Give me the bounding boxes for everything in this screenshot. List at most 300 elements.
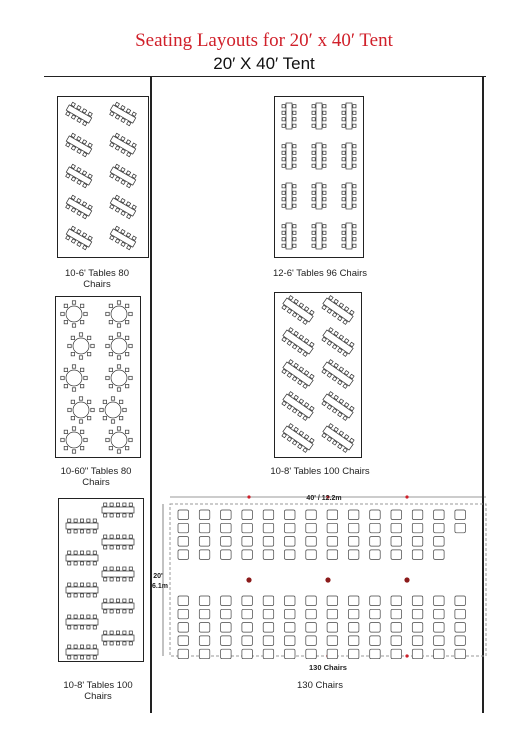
chair xyxy=(178,523,189,533)
table-group xyxy=(102,535,134,549)
chair xyxy=(125,336,128,339)
chair xyxy=(342,158,345,161)
chair xyxy=(353,198,356,201)
chair xyxy=(348,649,359,659)
chair xyxy=(68,615,71,618)
chair xyxy=(68,594,71,597)
chair xyxy=(111,420,114,423)
chair xyxy=(285,510,296,520)
chair xyxy=(412,510,423,520)
table xyxy=(102,571,134,577)
chair xyxy=(312,158,315,161)
table xyxy=(102,635,134,641)
table-group xyxy=(312,183,326,209)
table-group xyxy=(342,223,356,249)
chair xyxy=(93,615,96,618)
chair xyxy=(80,519,83,522)
chair xyxy=(199,649,210,659)
chair xyxy=(116,535,119,538)
chair xyxy=(129,503,132,506)
table xyxy=(102,539,134,545)
chair xyxy=(129,610,132,613)
chair xyxy=(353,204,356,207)
chair xyxy=(68,583,71,586)
chair xyxy=(391,636,402,646)
chair xyxy=(123,546,126,549)
chair xyxy=(61,376,64,379)
chair xyxy=(282,225,285,228)
chair xyxy=(87,352,90,355)
layout-diagram-rect-6ft-diagonal xyxy=(57,96,149,258)
chair xyxy=(242,550,253,560)
chair xyxy=(79,397,82,400)
chair xyxy=(342,151,345,154)
table xyxy=(346,183,352,209)
chair xyxy=(434,596,445,606)
chair xyxy=(199,596,210,606)
chair xyxy=(327,523,338,533)
chair xyxy=(242,537,253,547)
chair xyxy=(312,198,315,201)
table-group xyxy=(321,327,356,358)
chair xyxy=(87,530,90,533)
layout-diagram-theater xyxy=(152,490,492,672)
chair xyxy=(323,198,326,201)
chair xyxy=(323,105,326,108)
chair xyxy=(93,583,96,586)
chair xyxy=(110,642,113,645)
chair xyxy=(125,384,128,387)
table xyxy=(346,143,352,169)
chair xyxy=(100,408,103,411)
chair xyxy=(129,546,132,549)
chair xyxy=(348,636,359,646)
chair xyxy=(109,336,112,339)
chair xyxy=(80,304,83,307)
chair xyxy=(312,111,315,114)
chair xyxy=(455,636,466,646)
chair xyxy=(342,204,345,207)
chair xyxy=(64,430,67,433)
chair xyxy=(87,551,90,554)
chair xyxy=(72,365,75,368)
chair xyxy=(110,546,113,549)
chair xyxy=(353,191,356,194)
chair xyxy=(87,400,90,403)
chair xyxy=(342,185,345,188)
round-table xyxy=(66,432,82,448)
chair xyxy=(327,596,338,606)
chair xyxy=(72,450,75,453)
table-group xyxy=(282,143,296,169)
table-group xyxy=(342,103,356,129)
table-group xyxy=(321,295,356,326)
chair xyxy=(242,596,253,606)
chair xyxy=(370,596,381,606)
chair xyxy=(342,118,345,121)
table-group xyxy=(281,423,316,454)
chair xyxy=(348,537,359,547)
chair xyxy=(293,105,296,108)
table-group xyxy=(281,327,316,358)
chair xyxy=(110,578,113,581)
chair xyxy=(80,320,83,323)
chair xyxy=(104,642,107,645)
chair xyxy=(391,623,402,633)
tent-pole xyxy=(246,577,251,582)
chair xyxy=(285,523,296,533)
chair xyxy=(129,631,132,634)
chair xyxy=(323,158,326,161)
table xyxy=(316,223,322,249)
chair xyxy=(263,636,274,646)
chair xyxy=(87,583,90,586)
chair xyxy=(312,124,315,127)
table xyxy=(66,619,98,625)
chair xyxy=(348,609,359,619)
table-group xyxy=(108,101,138,126)
chair xyxy=(116,631,119,634)
chair xyxy=(125,446,128,449)
chair xyxy=(117,388,120,391)
chair xyxy=(93,656,96,659)
chair xyxy=(263,649,274,659)
chair xyxy=(282,124,285,127)
chair xyxy=(285,623,296,633)
chair xyxy=(293,204,296,207)
chair xyxy=(74,551,77,554)
chair xyxy=(110,514,113,517)
chair xyxy=(391,649,402,659)
chair xyxy=(68,530,71,533)
page-subtitle: 20′ X 40′ Tent xyxy=(213,54,315,73)
table xyxy=(346,103,352,129)
chair xyxy=(242,649,253,659)
chair xyxy=(129,578,132,581)
chair xyxy=(68,656,71,659)
table-group xyxy=(66,645,98,659)
chair xyxy=(353,105,356,108)
chair xyxy=(109,430,112,433)
chair xyxy=(80,530,83,533)
chair xyxy=(93,519,96,522)
chair xyxy=(116,578,119,581)
chair xyxy=(71,336,74,339)
chair xyxy=(68,519,71,522)
chair xyxy=(327,550,338,560)
chair xyxy=(74,519,77,522)
chair xyxy=(106,344,109,347)
chair xyxy=(242,609,253,619)
chair xyxy=(116,567,119,570)
chair xyxy=(109,368,112,371)
chair xyxy=(327,623,338,633)
chair xyxy=(312,151,315,154)
chair xyxy=(91,408,94,411)
chair xyxy=(370,609,381,619)
chair xyxy=(74,645,77,648)
chair xyxy=(412,623,423,633)
layout-caption: 12-6' Tables 96 Chairs xyxy=(272,268,368,279)
chair xyxy=(434,649,445,659)
chair xyxy=(178,636,189,646)
chair xyxy=(327,510,338,520)
chair xyxy=(74,594,77,597)
chair xyxy=(312,238,315,241)
chair xyxy=(117,301,120,304)
chair xyxy=(434,550,445,560)
chair xyxy=(312,185,315,188)
chair xyxy=(455,649,466,659)
layout-diagram-rect-8ft-diagonal xyxy=(274,292,362,458)
chair xyxy=(119,416,122,419)
chair xyxy=(282,185,285,188)
chair xyxy=(348,596,359,606)
chair xyxy=(87,615,90,618)
chair xyxy=(282,118,285,121)
chair xyxy=(285,636,296,646)
chair xyxy=(306,649,317,659)
dimension-marker xyxy=(405,654,408,657)
chair xyxy=(342,124,345,127)
chair xyxy=(110,503,113,506)
chair xyxy=(87,416,90,419)
chair xyxy=(110,535,113,538)
chair xyxy=(312,145,315,148)
chair xyxy=(293,164,296,167)
chair xyxy=(455,510,466,520)
theater-depth-label-ft: 20' xyxy=(153,573,163,580)
chair xyxy=(110,631,113,634)
chair xyxy=(221,596,232,606)
table xyxy=(286,183,292,209)
chair xyxy=(68,408,71,411)
chair xyxy=(93,551,96,554)
round-table xyxy=(105,402,121,418)
chair xyxy=(455,523,466,533)
chair xyxy=(178,623,189,633)
table-group xyxy=(321,423,356,454)
chair xyxy=(353,124,356,127)
chair xyxy=(293,185,296,188)
chair xyxy=(129,312,132,315)
chair xyxy=(353,225,356,228)
chair xyxy=(109,304,112,307)
chair xyxy=(91,344,94,347)
chair xyxy=(327,636,338,646)
table-group xyxy=(281,359,316,390)
chair xyxy=(312,105,315,108)
chair xyxy=(129,535,132,538)
chair xyxy=(64,320,67,323)
chair xyxy=(87,645,90,648)
chair xyxy=(282,191,285,194)
chair xyxy=(68,626,71,629)
chair xyxy=(129,642,132,645)
chair xyxy=(79,356,82,359)
chair xyxy=(72,427,75,430)
table xyxy=(102,507,134,513)
layout-caption: 10-60" Tables 80 Chairs xyxy=(60,466,132,488)
chair xyxy=(323,204,326,207)
chair xyxy=(221,510,232,520)
chair xyxy=(125,304,128,307)
chair xyxy=(353,231,356,234)
table-group xyxy=(102,631,134,645)
chair xyxy=(342,145,345,148)
chair xyxy=(342,191,345,194)
chair xyxy=(391,596,402,606)
chair xyxy=(80,551,83,554)
chair xyxy=(323,191,326,194)
chair xyxy=(348,623,359,633)
layout-caption: 10-8' Tables 100 Chairs xyxy=(63,680,133,702)
chair xyxy=(342,238,345,241)
table-group xyxy=(102,599,134,613)
chair xyxy=(80,446,83,449)
chair xyxy=(123,567,126,570)
chair xyxy=(353,158,356,161)
chair xyxy=(123,408,126,411)
chair xyxy=(242,523,253,533)
chair xyxy=(263,510,274,520)
table xyxy=(286,223,292,249)
chair xyxy=(370,636,381,646)
table-group xyxy=(281,295,316,326)
table xyxy=(316,143,322,169)
chair xyxy=(434,523,445,533)
chair xyxy=(129,376,132,379)
chair xyxy=(285,596,296,606)
chair xyxy=(293,151,296,154)
chair xyxy=(312,118,315,121)
table-group xyxy=(321,359,356,390)
table-group xyxy=(321,391,356,422)
layout-caption: 10-6' Tables 80 Chairs xyxy=(65,268,129,290)
chair xyxy=(125,352,128,355)
chair xyxy=(221,537,232,547)
chair xyxy=(242,623,253,633)
chair xyxy=(353,185,356,188)
chair xyxy=(323,164,326,167)
table-group xyxy=(64,225,94,250)
table xyxy=(286,103,292,129)
chair xyxy=(74,583,77,586)
chair xyxy=(93,562,96,565)
theater-count-label: 130 Chairs xyxy=(309,663,347,672)
chair xyxy=(80,583,83,586)
chair xyxy=(370,523,381,533)
chair xyxy=(391,609,402,619)
table xyxy=(66,523,98,529)
chair xyxy=(199,636,210,646)
chair xyxy=(104,567,107,570)
chair xyxy=(282,231,285,234)
chair xyxy=(93,626,96,629)
chair xyxy=(434,636,445,646)
chair xyxy=(178,649,189,659)
chair xyxy=(74,656,77,659)
tent-pole xyxy=(325,577,330,582)
chair xyxy=(434,609,445,619)
chair xyxy=(293,111,296,114)
chair xyxy=(71,416,74,419)
tent-pole xyxy=(404,577,409,582)
table-group xyxy=(64,163,94,188)
chair xyxy=(370,537,381,547)
chair xyxy=(323,238,326,241)
chair xyxy=(412,550,423,560)
round-table xyxy=(111,432,127,448)
chair xyxy=(342,111,345,114)
chair xyxy=(117,324,120,327)
chair xyxy=(178,537,189,547)
chair xyxy=(123,599,126,602)
chair xyxy=(370,649,381,659)
table-group xyxy=(66,615,98,629)
layout-diagram-rect-6ft-grid xyxy=(274,96,364,258)
chair xyxy=(68,344,71,347)
chair xyxy=(125,320,128,323)
chair xyxy=(123,503,126,506)
chair xyxy=(282,238,285,241)
chair xyxy=(116,514,119,517)
chair xyxy=(84,376,87,379)
chair xyxy=(129,599,132,602)
chair xyxy=(293,238,296,241)
chair xyxy=(263,523,274,533)
chair xyxy=(116,610,119,613)
table-group xyxy=(342,143,356,169)
chair xyxy=(312,231,315,234)
chair xyxy=(72,324,75,327)
chair xyxy=(74,562,77,565)
chair xyxy=(455,623,466,633)
chair xyxy=(242,510,253,520)
table-group xyxy=(64,194,94,219)
chair xyxy=(93,530,96,533)
round-table xyxy=(73,338,89,354)
round-table xyxy=(66,370,82,386)
chair xyxy=(93,645,96,648)
chair xyxy=(123,610,126,613)
chair xyxy=(80,656,83,659)
chair xyxy=(293,231,296,234)
chair xyxy=(306,523,317,533)
table xyxy=(346,223,352,249)
chair xyxy=(312,244,315,247)
chair xyxy=(353,118,356,121)
chair xyxy=(116,546,119,549)
dimension-marker xyxy=(247,495,250,498)
chair xyxy=(293,158,296,161)
table-group xyxy=(282,223,296,249)
chair xyxy=(282,244,285,247)
chair xyxy=(306,623,317,633)
chair xyxy=(110,599,113,602)
chair xyxy=(342,105,345,108)
chair xyxy=(412,523,423,533)
chair xyxy=(103,400,106,403)
chair xyxy=(323,225,326,228)
chair xyxy=(282,198,285,201)
chair xyxy=(282,158,285,161)
chair xyxy=(348,550,359,560)
chair xyxy=(282,164,285,167)
chair xyxy=(353,238,356,241)
table-group xyxy=(66,519,98,533)
chair xyxy=(80,368,83,371)
